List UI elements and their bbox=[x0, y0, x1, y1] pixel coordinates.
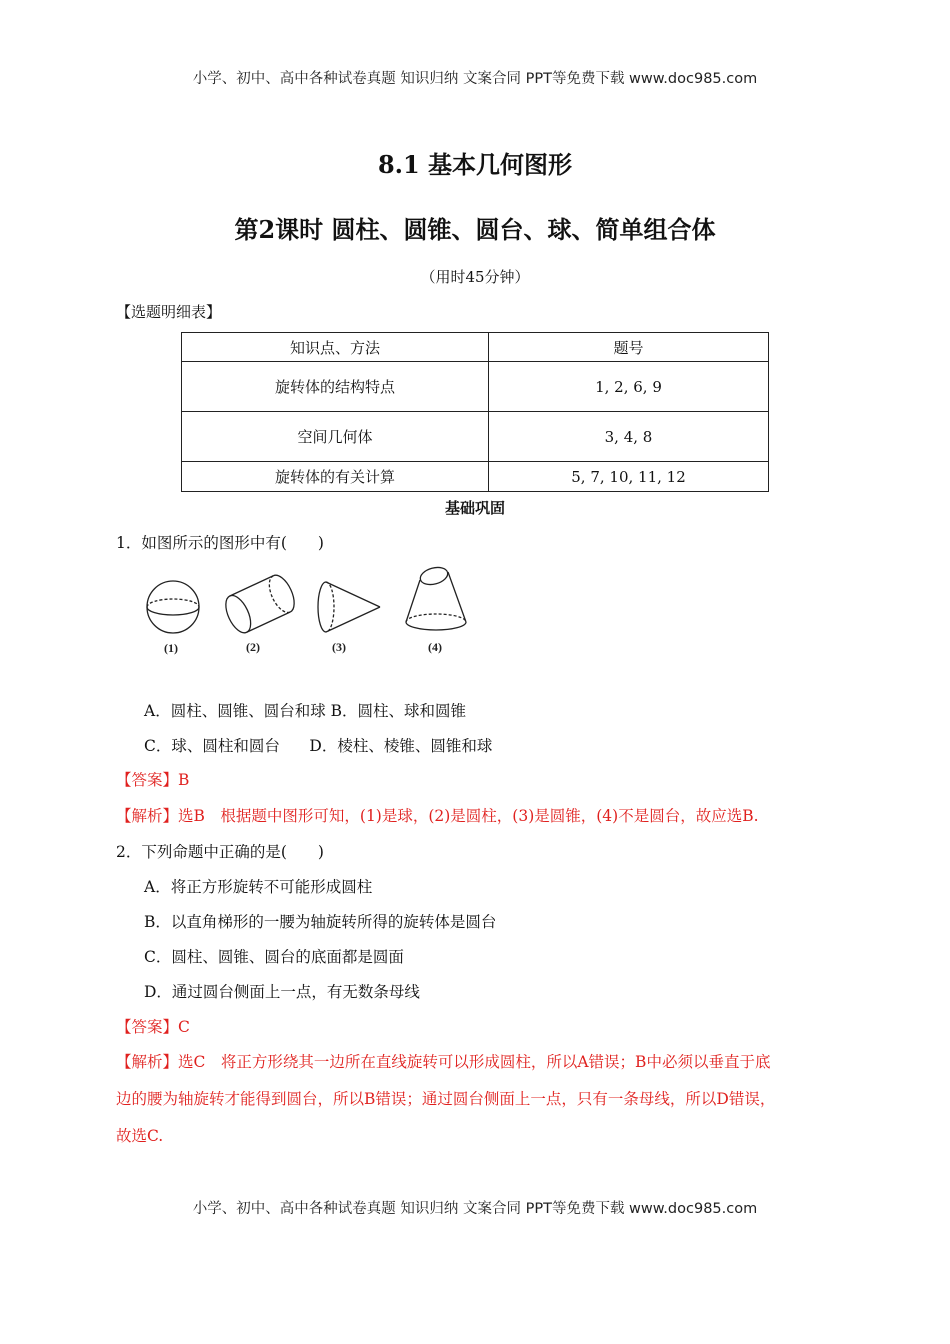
frustum-like-shape bbox=[406, 565, 466, 630]
question-1-figure bbox=[138, 562, 478, 662]
question-2-option-c: C．圆柱、圆锥、圆台的底面都是圆面 bbox=[144, 948, 404, 966]
page-title: 8.1 基本几何图形 bbox=[377, 150, 573, 179]
question-1-options-ab: A．圆柱、圆锥、圆台和球 B．圆柱、球和圆锥 bbox=[144, 702, 467, 720]
question-1-answer: 【答案】B bbox=[116, 771, 190, 789]
table-row bbox=[182, 462, 769, 492]
table-label: 【选题明细表】 bbox=[116, 303, 222, 321]
table-cell: 3, 4, 8 bbox=[489, 412, 769, 462]
figure-label: (3) bbox=[332, 640, 346, 654]
footer-banner: 小学、初中、高中各种试卷真题 知识归纳 文案合同 PPT等免费下载 www.doc985.com bbox=[192, 1201, 758, 1217]
table-row bbox=[182, 412, 769, 462]
question-1-options-cd: C．球、圆柱和圆台 D．棱柱、棱锥、圆锥和球 bbox=[144, 737, 493, 755]
sphere-shape bbox=[147, 581, 199, 633]
header-banner: 小学、初中、高中各种试卷真题 知识归纳 文案合同 PPT等免费下载 www.doc985.com bbox=[192, 71, 758, 87]
question-1-stem: 1．如图所示的图形中有( ) bbox=[116, 534, 324, 552]
question-2-stem: 2．下列命题中正确的是( ) bbox=[116, 843, 324, 861]
topic-table bbox=[181, 332, 769, 492]
table-cell: 空间几何体 bbox=[182, 412, 489, 462]
question-2-answer: 【答案】C bbox=[116, 1018, 190, 1036]
question-2-option-d: D．通过圆台侧面上一点，有无数条母线 bbox=[144, 983, 420, 1001]
table-row bbox=[182, 362, 769, 412]
question-2-analysis-line: 故选C. bbox=[116, 1127, 164, 1145]
table-cell: 5, 7, 10, 11, 12 bbox=[489, 462, 769, 492]
table-header-row bbox=[182, 333, 769, 362]
question-2-option-b: B．以直角梯形的一腰为轴旋转所得的旋转体是圆台 bbox=[144, 913, 497, 931]
table-cell: 旋转体的有关计算 bbox=[182, 462, 489, 492]
question-2-option-a: A．将正方形旋转不可能形成圆柱 bbox=[144, 878, 373, 896]
figure-label: (2) bbox=[246, 640, 260, 654]
table-header-cell: 知识点、方法 bbox=[182, 333, 489, 362]
cylinder-shape bbox=[221, 572, 300, 637]
figure-label: (1) bbox=[164, 641, 178, 655]
question-2-analysis-line: 【解析】选C 将正方形绕其一边所在直线旋转可以形成圆柱，所以A错误；B中必须以垂直于底 bbox=[116, 1053, 771, 1071]
question-2-analysis-line: 边的腰为轴旋转才能得到圆台，所以B错误；通过圆台侧面上一点，只有一条母线，所以D错误， bbox=[116, 1090, 776, 1108]
lesson-subtitle: 第2课时 圆柱、圆锥、圆台、球、简单组合体 bbox=[234, 215, 716, 244]
figure-label: (4) bbox=[428, 640, 442, 654]
table-header-cell: 题号 bbox=[489, 333, 769, 362]
table-cell: 1, 2, 6, 9 bbox=[489, 362, 769, 412]
table-cell: 旋转体的结构特点 bbox=[182, 362, 489, 412]
cone-shape bbox=[318, 582, 380, 632]
time-note: （用时45分钟） bbox=[420, 268, 530, 286]
section-heading: 基础巩固 bbox=[444, 499, 505, 517]
question-1-analysis: 【解析】选B 根据题中图形可知，(1)是球，(2)是圆柱，(3)是圆锥，(4)不是圆台，故应选B. bbox=[116, 807, 759, 825]
